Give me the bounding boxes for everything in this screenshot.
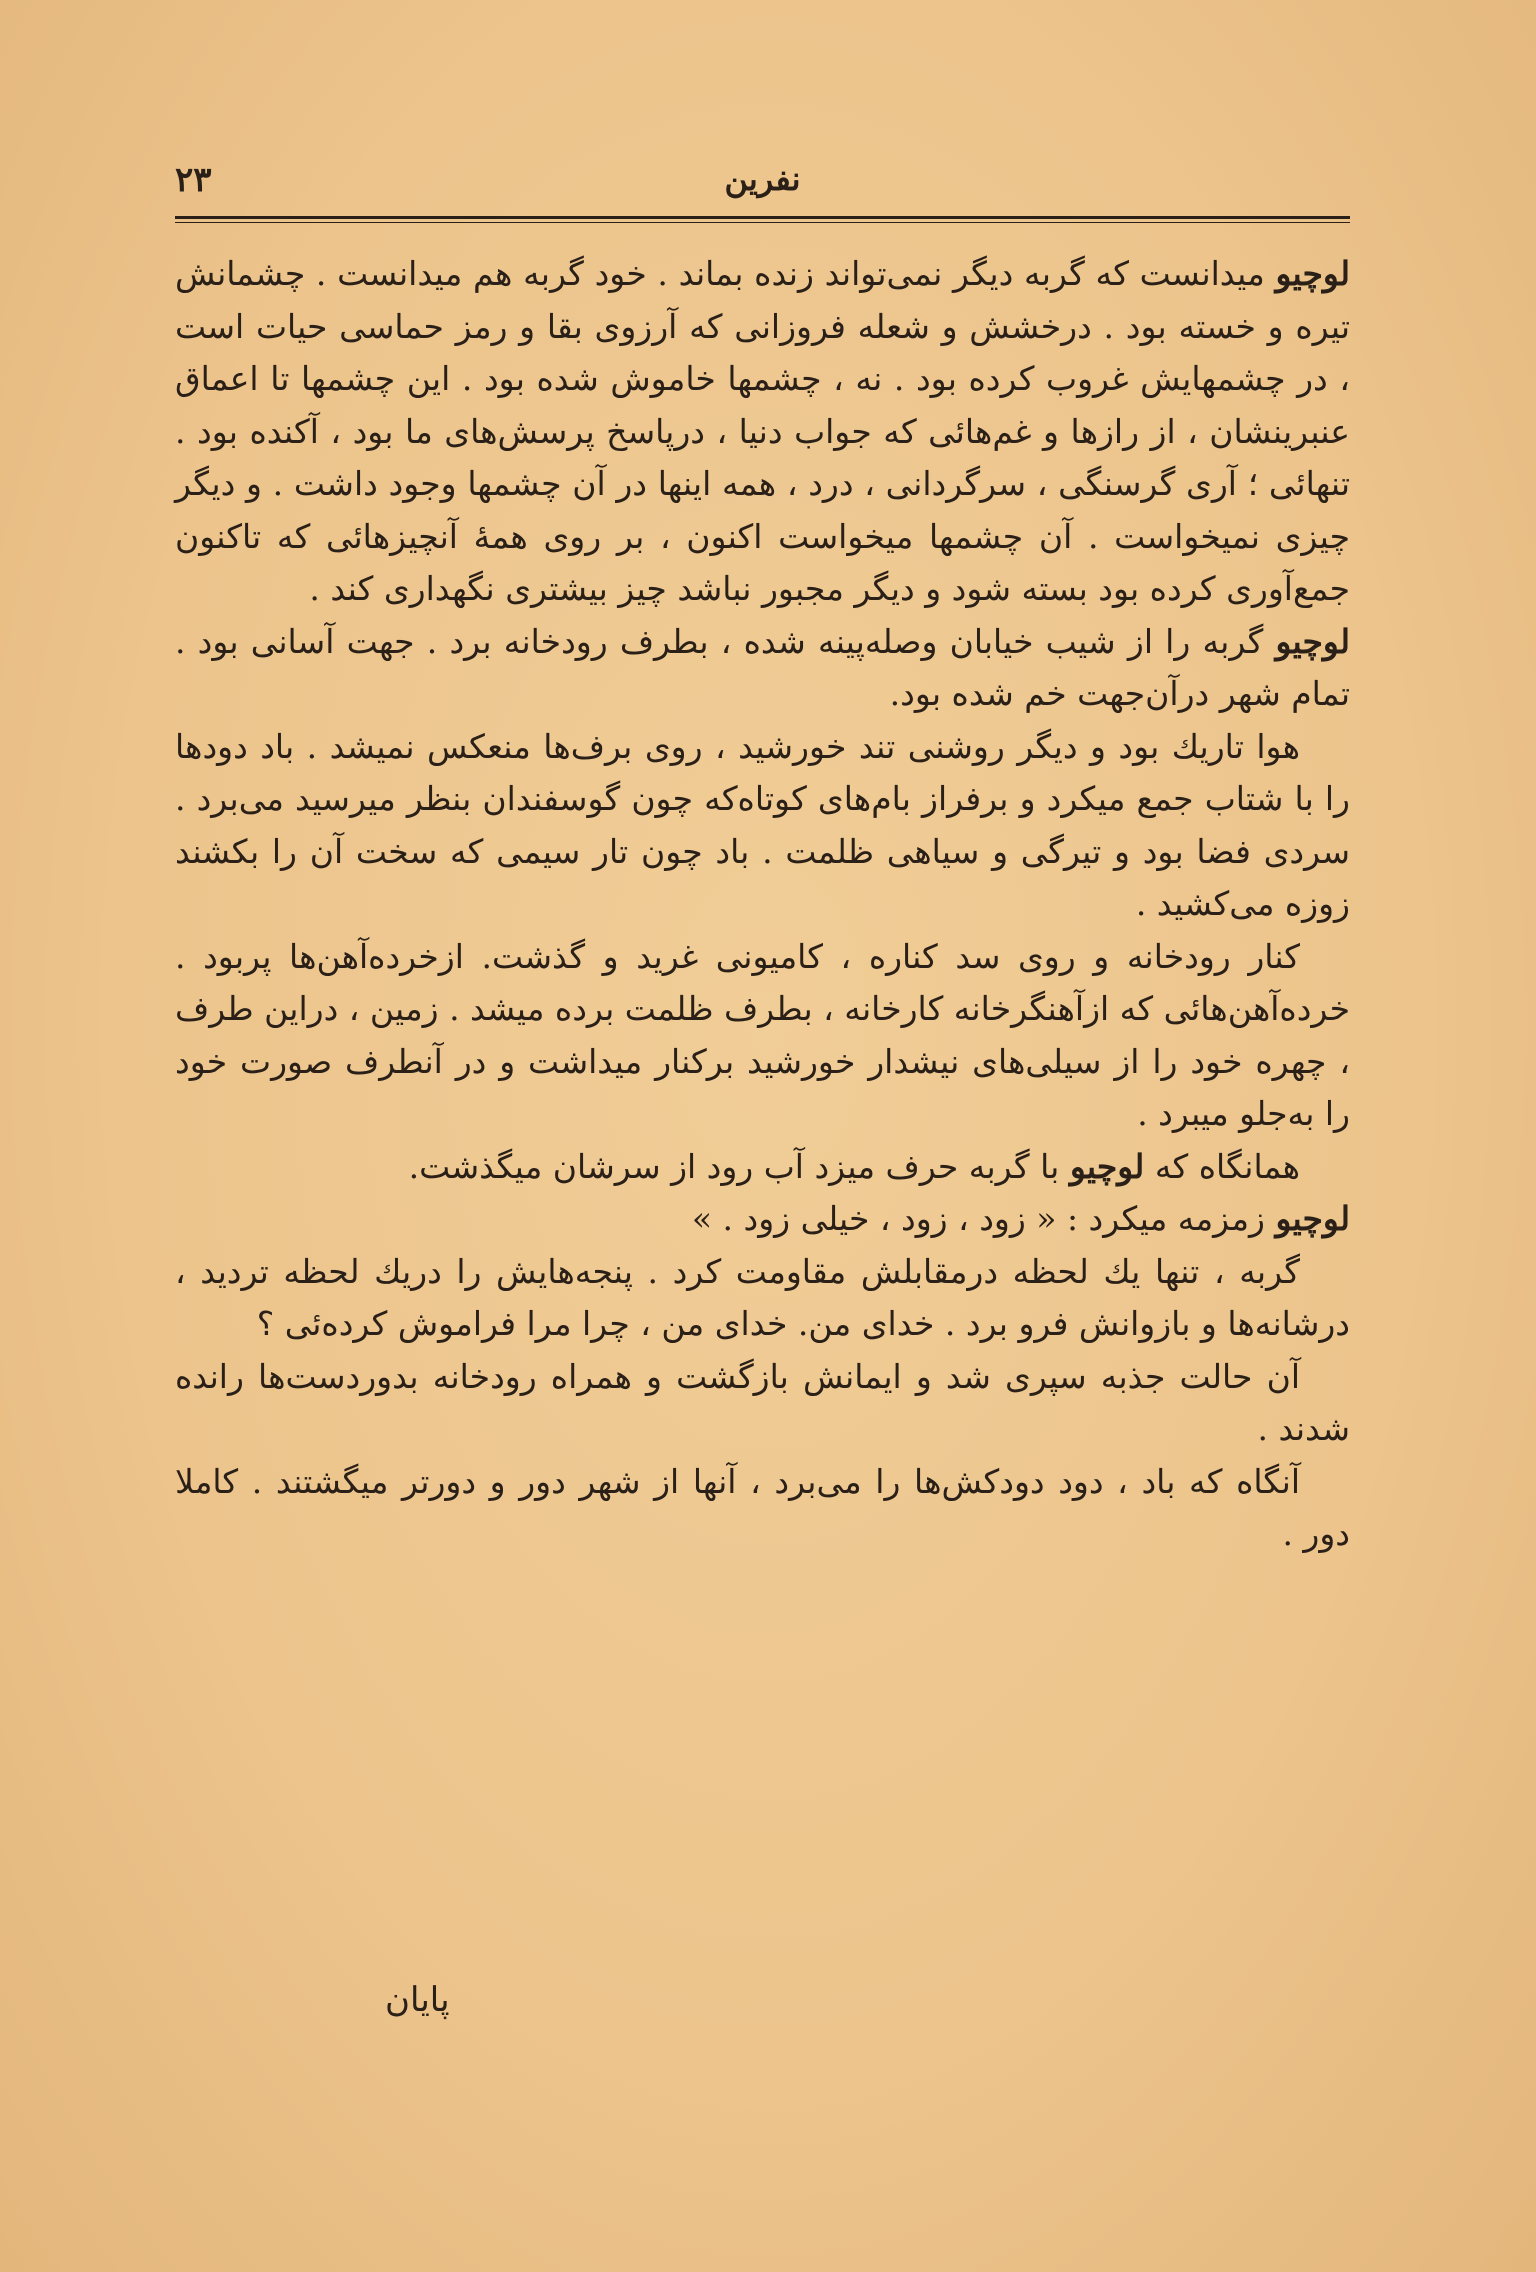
page-header — [175, 150, 1350, 212]
paragraph-4: کنار رودخانه و روی سد کناره ، کامیونی غرید و گذشت. ازخرده‌آهن‌ها پربود . خرده‌آهن‌هائی که ازآهنگرخانه کارخانه ، بطرف ظلمت برده میشد . زمین ، دراین طرف ، چهره خود را از سیلی‌های نیشدار خورشید برکنار میداشت و در آنطرف صورت خود را به‌جلو میبرد . — [174, 936, 1350, 1133]
paragraph-text: همانگاه که — [1144, 1146, 1300, 1186]
paragraph-6 — [175, 1193, 1350, 1246]
character-name: لوچیو — [1275, 621, 1350, 661]
character-name: لوچیو — [1069, 1146, 1145, 1186]
paragraph-9: آنگاه که باد ، دود دودکش‌ها را می‌برد ، آنها از شهر دور و دورتر میگشتند . کاملا دور . — [175, 1461, 1350, 1553]
running-title: نفرین — [724, 160, 801, 198]
character-name: لوچیو — [1275, 254, 1350, 293]
end-mark: پایان — [385, 1980, 450, 2020]
character-name: لوچیو — [1275, 1199, 1350, 1238]
paragraph-text: زمزمه میکرد : « زود ، زود ، خیلی زود . » — [691, 1199, 1276, 1238]
header-rule — [175, 216, 1350, 223]
page-number: ۲۳ — [175, 160, 212, 200]
paragraph-8: آن حالت جذبه سپری شد و ایمانش بازگشت و همراه رودخانه بدوردست‌ها رانده شدند . — [175, 1356, 1350, 1448]
paragraph-7: گربه ، تنها یك لحظه درمقابلش مقاومت کرد . پنجه‌هایش را دریك لحظه تردید ، درشانه‌ها و بازوانش فرو برد . خدای من. خدای من ، چرا مرا فراموش کرده‌ئی ؟ — [175, 1251, 1350, 1343]
body-text — [175, 248, 1350, 1561]
paragraph-2 — [175, 616, 1350, 721]
paragraph-1 — [175, 248, 1350, 616]
paragraph-5 — [175, 1141, 1350, 1194]
paragraph-text: با گربه حرف میزد آب رود از سرشان میگذشت. — [408, 1146, 1070, 1186]
paragraph-text: میدانست که گربه دیگر نمی‌تواند زنده بماند . خود گربه هم میدانست . چشمانش تیره و خسته بود . درخشش و شعله فروزانی که آرزوی بقا و رمز حماسی حیات است ، در چشمهایش غروب کرده بود . نه ، چشمها خاموش شده بود . این چشمها تا اعماق عنبرینشان ، از رازها و غم‌هائی که جواب دنیا ، درپاسخ پرسش‌های ما بود ، آکنده بود . تنهائی ؛ آری گرسنگی ، سرگردانی ، درد ، همه اینها در آن چشمها وجود داشت . و دیگر چیزی نمیخواست . آن چشمها میخواست اکنون ، بر روی همهٔ آنچیزهائی که تاکنون جمع‌آوری کرده بود بسته شود و دیگر مجبور نباشد چیز بیشتری نگهداری کند . — [175, 254, 1350, 608]
paragraph-3: هوا تاریك بود و دیگر روشنی تند خورشید ، روی برف‌ها منعکس نمیشد . باد دودها را با شتاب جمع میکرد و برفراز بام‌های کوتاه‌که چون گوسفندان بنظر میرسید می‌برد . سردی فضا بود و تیرگی و سیاهی ظلمت . باد چون تار سیمی که سخت آن را بکشند زوزه می‌کشید . — [175, 726, 1350, 923]
paragraph-text: گربه را از شیب خیابان وصله‌پینه شده ، بطرف رودخانه برد . جهت آسانی بود . تمام شهر درآن‌جهت خم شده بود. — [175, 621, 1350, 713]
